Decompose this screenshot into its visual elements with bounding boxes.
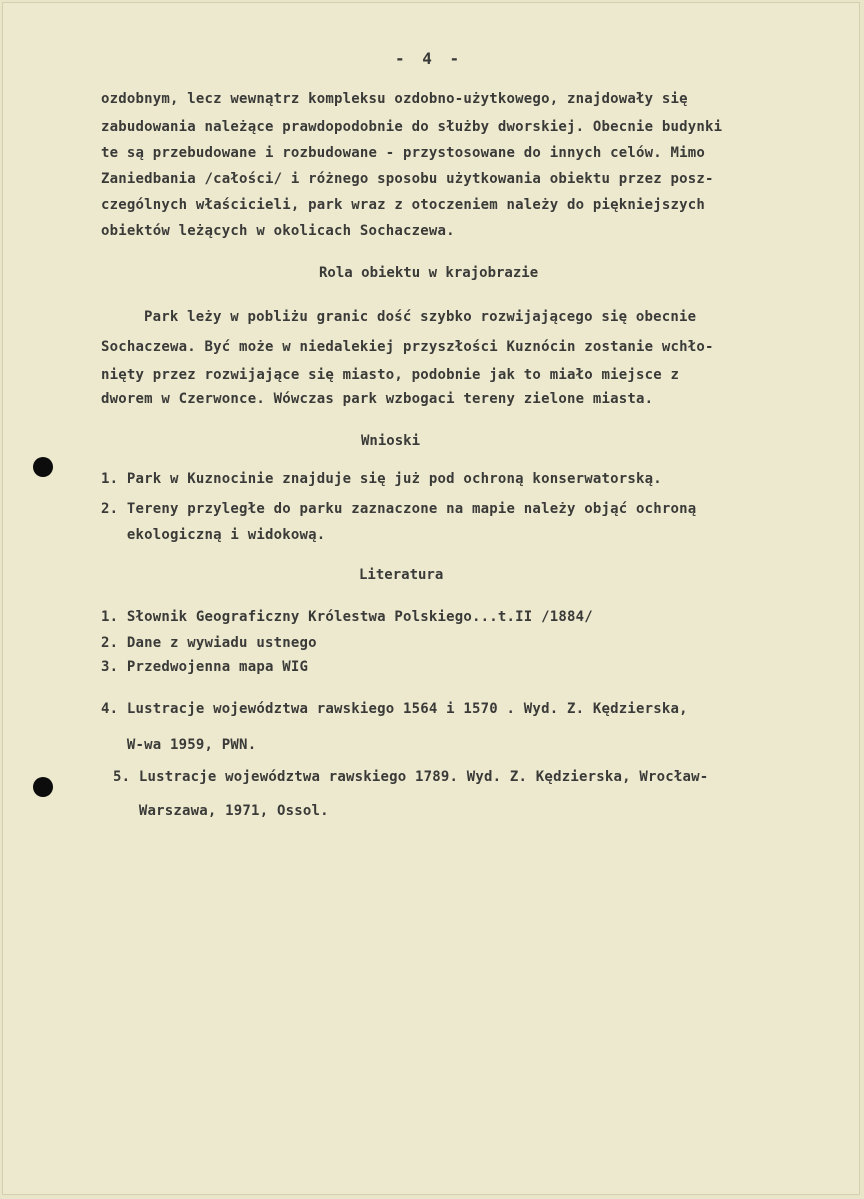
role-line: Sochaczewa. Być może w niedalekiej przyszłości Kuznócin zostanie wchło- [101,339,714,355]
role-line: Park leży w pobliżu granic dość szybko rozwijającego się obecnie [144,309,697,325]
literature-item: 3. Przedwojenna mapa WIG [101,659,309,675]
role-line: dworem w Czerwonce. Wówczas park wzbogaci tereny zielone miasta. [101,391,654,407]
literature-item: W-wa 1959, PWN. [101,737,257,753]
literature-item: 2. Dane z wywiadu ustnego [101,635,317,651]
intro-line: te są przebudowane i rozbudowane - przystosowane do innych celów. Mimo [101,145,706,161]
intro-line: obiektów leżących w okolicach Sochaczewa. [101,223,455,239]
intro-line: zabudowania należące prawdopodobnie do służby dworskiej. Obecnie budynki [101,119,723,135]
section-heading-role: Rola obiektu w krajobrazie [319,265,539,281]
literature-item: 5. Lustracje województwa rawskiego 1789. Wyd. Z. Kędzierska, Wrocław- [113,769,709,785]
document-sheet [2,2,860,1195]
punch-hole [33,457,53,477]
conclusion-line: 1. Park w Kuznocinie znajduje się już pod ochroną konserwatorską. [101,471,662,487]
page-number: - 4 - [395,49,464,68]
literature-item: Warszawa, 1971, Ossol. [113,803,329,819]
conclusion-line: 2. Tereny przyległe do parku zaznaczone na mapie należy objąć ochroną [101,501,697,517]
section-heading-conclusions: Wnioski [361,433,421,449]
literature-item: 4. Lustracje województwa rawskiego 1564 i 1570 . Wyd. Z. Kędzierska, [101,701,688,717]
intro-line: ozdobnym, lecz wewnątrz kompleksu ozdobno-użytkowego, znajdowały się [101,91,688,107]
conclusion-line: ekologiczną i widokową. [101,527,326,543]
section-heading-literature: Literatura [359,567,444,583]
intro-line: czególnych właścicieli, park wraz z otoczeniem należy do piękniejszych [101,197,706,213]
intro-line: Zaniedbania /całości/ i różnego sposobu użytkowania obiektu przez posz- [101,171,714,187]
literature-item: 1. Słownik Geograficzny Królestwa Polskiego...t.II /1884/ [101,609,593,625]
punch-hole [33,777,53,797]
role-line: nięty przez rozwijające się miasto, podobnie jak to miało miejsce z [101,367,680,383]
